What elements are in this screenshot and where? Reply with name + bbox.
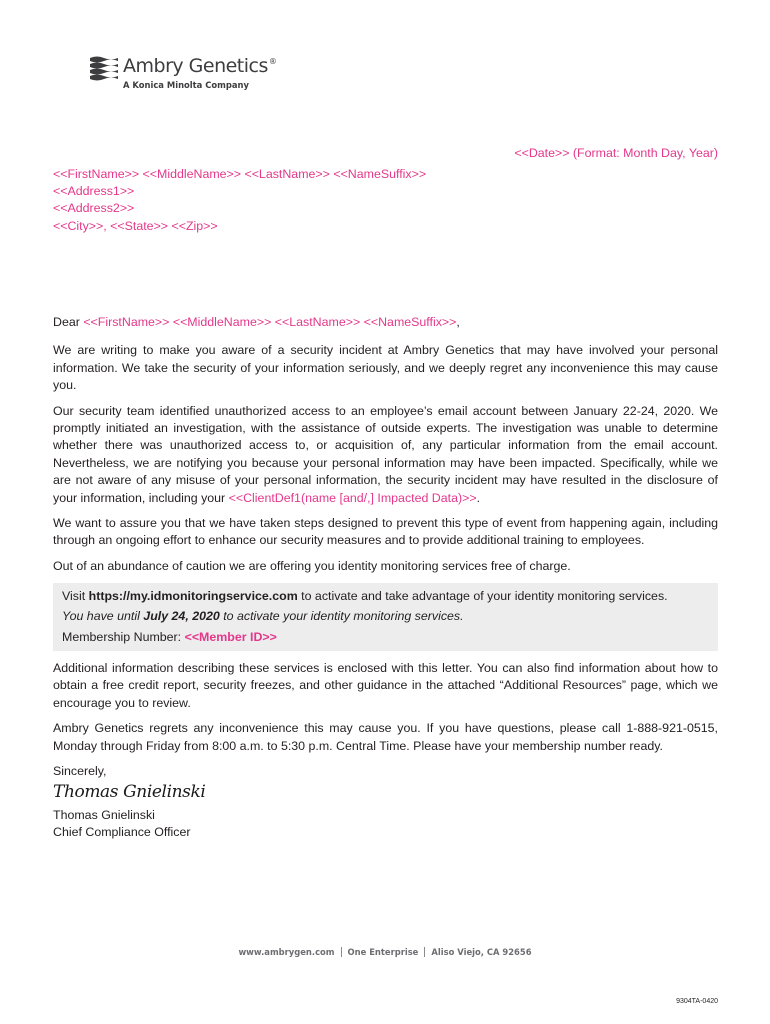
date-format-note: (Format: Month Day, Year) <box>569 146 718 160</box>
salutation: Dear <<FirstName>> <<MiddleName>> <<LastName>> <<NameSuffix>>, <box>53 315 460 329</box>
member-id-merge-field: <<Member ID>> <box>184 629 277 644</box>
document-code: 9304TA-0420 <box>676 998 718 1005</box>
date-line <box>514 146 718 160</box>
paragraph-incident-notice: We are writing to make you aware of a security incident at Ambry Genetics that may have involved your personal information. We take the security of your information seriously, and we deeply regret any inconvenience this may cause you. <box>53 343 718 393</box>
address-line-city-state-zip: <<City>>, <<State>> <<Zip>> <box>53 218 218 233</box>
signer-block <box>53 807 718 842</box>
paragraph-prevention-steps: We want to assure you that we have taken steps designed to prevent this type of event from happening again, including through an ongoing effort to enhance our security measures and to provide additional training to employees. <box>53 516 718 548</box>
impacted-data-merge-field: <<ClientDef1(name [and/,] Impacted Data)>> <box>228 490 477 505</box>
footer-address-line-2: Aliso Viejo, CA 92656 <box>431 947 532 957</box>
logo-company-name: Ambry Genetics® <box>123 55 277 77</box>
address-line-2: <<Address2>> <box>53 201 135 216</box>
footer-divider <box>341 947 342 957</box>
paragraph-additional-info: Additional information describing these services is enclosed with this letter. You can also find information about how to obtain a free credit report, security freezes, and other guidance in the attached “Additional Resources” page, which we encourage you to review. <box>53 660 718 710</box>
date-merge-field: <<Date>> <box>514 146 570 160</box>
closing: Sincerely, <box>53 763 107 778</box>
ambry-logo-icon <box>89 54 119 84</box>
footer-website-link[interactable]: www.ambrygen.com <box>238 947 335 957</box>
callout-visit-line: Visit https://my.idmonitoringservice.com to activate and take advantage of your identity monitoring services. <box>62 589 668 604</box>
signer-name: Thomas Gnielinski <box>53 807 155 822</box>
handwritten-signature: Thomas Gnielinski <box>53 782 206 803</box>
footer-divider <box>424 947 425 957</box>
logo-tagline: A Konica Minolta Company <box>123 80 249 90</box>
salutation-name-fields: <<FirstName>> <<MiddleName>> <<LastName>> <<NameSuffix>> <box>83 315 457 329</box>
paragraph-contact-info: Ambry Genetics regrets any inconvenience this may cause you. If you have questions, please call 1-888-921-0515, Monday through Friday from 8:00 a.m. to 5:30 p.m. Central Time. Please have your membership number ready. <box>53 721 718 753</box>
callout-deadline-line: You have until July 24, 2020 to activate your identity monitoring services. <box>62 609 464 624</box>
page-footer <box>0 947 770 957</box>
registered-mark: ® <box>268 57 277 66</box>
callout-membership-line: Membership Number: <<Member ID>> <box>62 629 277 644</box>
monitoring-service-link[interactable]: https://my.idmonitoringservice.com <box>88 589 298 604</box>
activation-deadline-date: July 24, 2020 <box>143 609 220 624</box>
address-line-name: <<FirstName>> <<MiddleName>> <<LastName>> <<NameSuffix>> <box>53 167 427 181</box>
monitoring-callout-box <box>53 583 718 651</box>
footer-address-line-1: One Enterprise <box>347 947 419 957</box>
letter-body <box>53 314 718 842</box>
address-line-1: <<Address1>> <box>53 184 135 199</box>
company-logo <box>89 52 279 96</box>
signer-title: Chief Compliance Officer <box>53 825 191 840</box>
recipient-address-block <box>53 166 426 235</box>
paragraph-monitoring-offer: Out of an abundance of caution we are offering you identity monitoring services free of charge. <box>53 558 571 573</box>
paragraph-incident-details: Our security team identified unauthorized access to an employee’s email account between January 22-24, 2020. We promptly initiated an investigation, with the assistance of outside experts. The investigation was unable to determine whether there was unauthorized access to, or acquisition of, any particular information from the email account. Nevertheless, we are notifying you because your personal information may have been impacted. Specifically, while we are not aware of any misuse of your personal information, the security incident may have resulted in the disclosure of your information, including your <<ClientDef1(name [and/,] Impacted Data)>>. <box>53 403 718 505</box>
